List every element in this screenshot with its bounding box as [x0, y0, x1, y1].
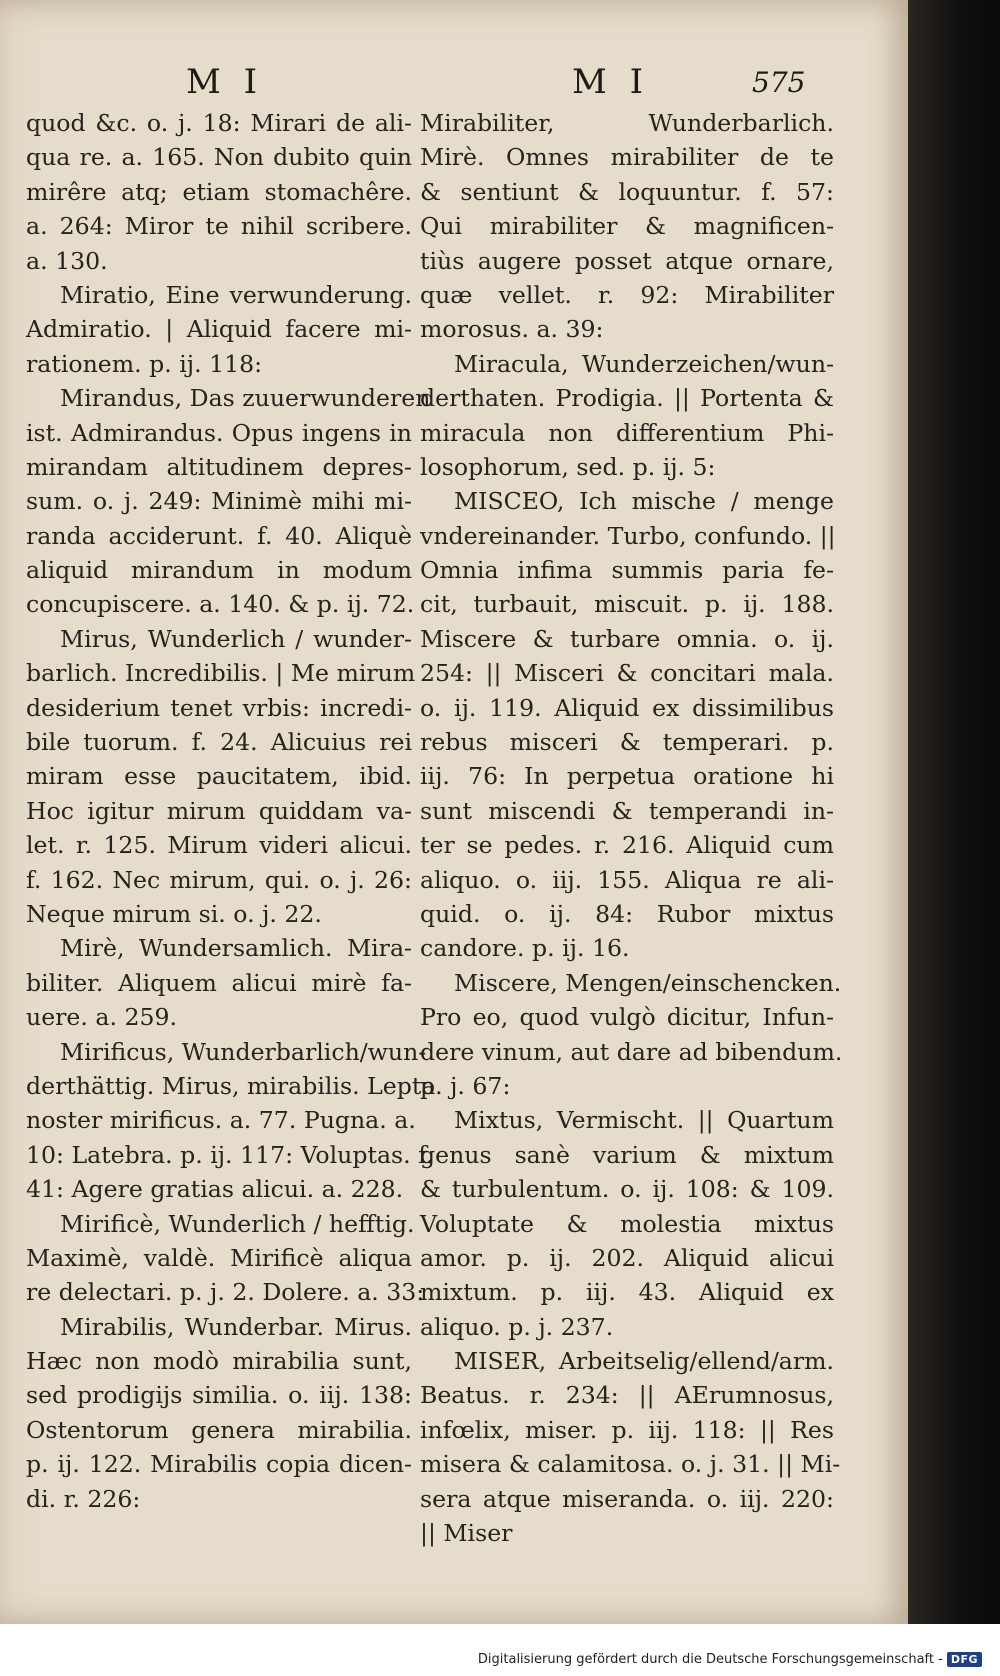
text-line: qua re. a. 165. Non dubito quin — [26, 143, 412, 172]
header-right: M I — [572, 62, 650, 102]
text-line: quod &c. o. j. 18: Mirari de ali- — [26, 109, 412, 137]
text-line: barlich. Incredibilis. | Me mirum — [26, 659, 416, 688]
footer-text: Digitalisierung gefördert durch die Deutsche Forschungsgemeinschaft - — [477, 1652, 943, 1667]
text-line: sed prodigijs similia. o. iij. 138: — [26, 1381, 412, 1410]
text-line: Pro eo, quod vulgò dicitur, Infun- — [420, 1003, 834, 1032]
header-left: M I — [186, 62, 264, 102]
text-line: iij. 76: In perpetua oratione hi — [420, 762, 834, 791]
text-line: biliter. Aliquem alicui mirè fa- — [26, 968, 412, 997]
text-line: & turbulentum. o. ij. 108: & 109. — [420, 1175, 834, 1204]
text-line: let. r. 125. Mirum videri alicui. — [26, 831, 412, 860]
text-line: Voluptate & molestia mixtus — [420, 1209, 834, 1238]
text-line: mixtum. p. iij. 43. Aliquid ex — [420, 1278, 834, 1307]
text-line: MISCEO, Ich mische / menge — [454, 487, 834, 516]
text-line: Mirè. Omnes mirabiliter de te — [420, 143, 834, 172]
text-line: 10: Latebra. p. ij. 117: Voluptas. f. — [26, 1140, 434, 1169]
digitization-footer — [478, 1652, 982, 1667]
text-line: miracula non differentium Phi- — [420, 418, 834, 447]
text-line: Mirus, Wunderlich / wunder- — [60, 624, 412, 653]
text-line: cit, turbauit, miscuit. p. ij. 188. — [420, 590, 834, 619]
text-line: aliquid mirandum in modum — [26, 556, 412, 585]
text-line: sum. o. j. 249: Minimè mihi mi- — [26, 487, 412, 516]
scan-edge-shadow — [908, 0, 1000, 1624]
text-line: Miscere & turbare omnia. o. ij. — [420, 624, 834, 653]
text-line: 254: || Misceri & concitari mala. — [420, 659, 834, 688]
text-line: rationem. p. ij. 118: — [26, 349, 263, 378]
text-line: quæ vellet. r. 92: Mirabiliter — [420, 280, 834, 309]
text-line: f. 162. Nec mirum, qui. o. j. 26: — [26, 865, 412, 894]
right-column — [420, 106, 843, 1550]
text-line: Ostentorum genera mirabilia. — [26, 1415, 412, 1444]
text-line: o. ij. 119. Aliquid ex dissimilibus — [420, 693, 834, 722]
running-header — [0, 62, 908, 102]
left-column — [26, 106, 436, 1516]
text-line: candore. p. ij. 16. — [420, 934, 630, 963]
text-line: re delectari. p. j. 2. Dolere. a. 33: — [26, 1278, 425, 1307]
text-line: morosus. a. 39: — [420, 315, 604, 344]
text-line: aliquo. p. j. 237. — [420, 1312, 614, 1341]
text-line: di. r. 226: — [26, 1484, 141, 1513]
text-line: ter se pedes. r. 216. Aliquid cum — [420, 831, 834, 860]
text-line: Miratio, Eine verwunderung. — [60, 280, 412, 309]
text-line: quid. o. ij. 84: Rubor mixtus — [420, 899, 834, 928]
text-line: 41: Agere gratias alicui. a. 228. — [26, 1175, 404, 1204]
text-line: p. j. 67: — [420, 1071, 511, 1100]
text-line: p. ij. 122. Mirabilis copia dicen- — [26, 1450, 412, 1479]
text-line: Miscere, Mengen/einschencken. — [454, 968, 842, 997]
text-line: Admiratio. | Aliquid facere mi- — [26, 315, 412, 344]
text-line: sera atque miseranda. o. iij. 220: — [420, 1484, 834, 1513]
text-line: aliquo. o. iij. 155. Aliqua re ali- — [420, 865, 834, 894]
dfg-logo: DFG — [947, 1652, 982, 1667]
text-line: Omnia infima summis paria fe- — [420, 556, 834, 585]
text-line: dere vinum, aut dare ad bibendum. — [420, 1037, 843, 1066]
text-line: mirandam altitudinem depres- — [26, 452, 412, 481]
text-line: genus sanè varium & mixtum — [420, 1140, 834, 1169]
text-line: Qui mirabiliter & magnificen- — [420, 212, 834, 241]
text-line: tiùs augere posset atque ornare, — [420, 246, 834, 275]
text-line: & sentiunt & loquuntur. f. 57: — [420, 177, 834, 206]
text-line: Maximè, valdè. Mirificè aliqua — [26, 1243, 412, 1272]
text-line: randa acciderunt. f. 40. Aliquè — [26, 521, 412, 550]
text-line: Neque mirum si. o. j. 22. — [26, 899, 322, 928]
text-line: Hoc igitur mirum quiddam va- — [26, 796, 412, 825]
text-line: Mirandus, Das zuuerwunderen — [60, 384, 431, 413]
text-line: derthättig. Mirus, mirabilis. Lepta — [26, 1071, 436, 1100]
footer-band — [0, 1624, 1000, 1676]
text-line: Mirabiliter, Wunderbarlich. — [420, 109, 834, 137]
text-line: || Miser — [420, 1519, 513, 1548]
text-line: rebus misceri & temperari. p. — [420, 728, 834, 757]
text-line: misera & calamitosa. o. j. 31. || Mi- — [420, 1450, 841, 1479]
text-line: amor. p. ij. 202. Aliquid alicui — [420, 1243, 834, 1272]
text-line: sunt miscendi & temperandi in- — [420, 796, 834, 825]
text-line: uere. a. 259. — [26, 1003, 177, 1032]
text-line: infœlix, miser. p. iij. 118: || Res — [420, 1415, 834, 1444]
text-line: Hæc non modò mirabilia sunt, — [26, 1347, 412, 1376]
text-line: derthaten. Prodigia. || Portenta & — [420, 384, 834, 413]
text-line: Mirificè, Wunderlich / hefftig. — [60, 1209, 415, 1238]
text-line: miram esse paucitatem, ibid. — [26, 762, 412, 791]
text-line: vndereinander. Turbo, confundo. || — [420, 521, 836, 550]
page-number: 575 — [752, 66, 806, 99]
text-line: concupiscere. a. 140. & p. ij. 72. — [26, 590, 415, 619]
text-line: Miracula, Wunderzeichen/wun- — [454, 349, 834, 378]
text-line: MISER, Arbeitselig/ellend/arm. — [454, 1347, 834, 1376]
text-line: noster mirificus. a. 77. Pugna. a. — [26, 1106, 416, 1135]
text-line: losophorum, sed. p. ij. 5: — [420, 452, 716, 481]
text-line: a. 130. — [26, 246, 108, 275]
text-line: desiderium tenet vrbis: incredi- — [26, 693, 412, 722]
text-line: Mixtus, Vermischt. || Quartum — [454, 1106, 834, 1135]
text-line: bile tuorum. f. 24. Alicuius rei — [26, 728, 412, 757]
text-line: a. 264: Miror te nihil scribere. — [26, 212, 412, 241]
text-line: ist. Admirandus. Opus ingens in — [26, 418, 412, 447]
text-line: Mirè, Wundersamlich. Mira- — [60, 934, 412, 963]
text-line: Mirificus, Wunderbarlich/wun- — [60, 1037, 427, 1066]
text-line: Beatus. r. 234: || AErumnosus, — [420, 1381, 834, 1410]
text-line: Mirabilis, Wunderbar. Mirus. — [60, 1312, 412, 1341]
text-line: mirêre atq; etiam stomachêre. — [26, 177, 412, 206]
